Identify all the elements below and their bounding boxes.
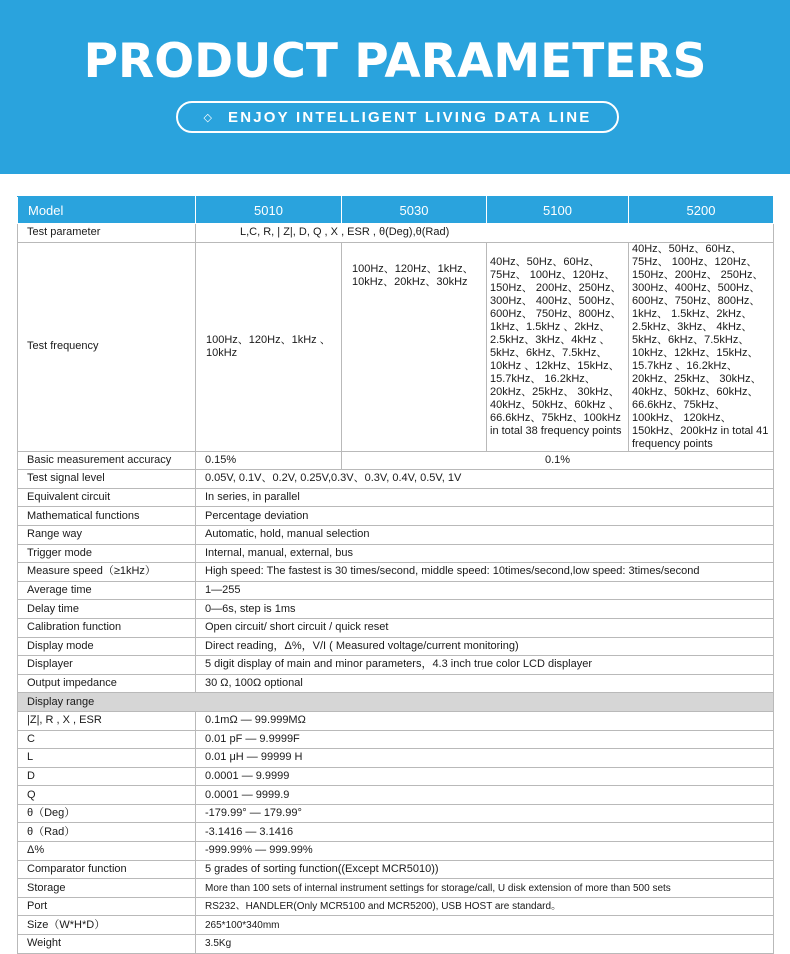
row-value: Percentage deviation (196, 507, 774, 526)
row-label: Δ% (18, 842, 196, 861)
row-value: Direct reading，Δ%，V/I ( Measured voltage/current monitoring) (196, 637, 774, 656)
header-5100: 5100 (487, 197, 629, 224)
freq-5010: 100Hz、120Hz、1kHz 、10kHz (196, 242, 342, 451)
table-row (18, 767, 774, 786)
section-row-display-range (18, 693, 774, 712)
row-label: Range way (18, 525, 196, 544)
table-row (18, 823, 774, 842)
header-model: Model (18, 197, 196, 224)
row-label: Test signal level (18, 470, 196, 489)
table-row (18, 637, 774, 656)
table-header-row (18, 197, 774, 224)
row-label: Comparator function (18, 860, 196, 879)
table-row (18, 674, 774, 693)
table-row (18, 730, 774, 749)
table-row (18, 488, 774, 507)
row-value: 0.0001 — 9999.9 (196, 786, 774, 805)
table-row-frequency (18, 242, 774, 451)
table-row (18, 711, 774, 730)
row-value: Automatic, hold, manual selection (196, 525, 774, 544)
row-value: 0—6s, step is 1ms (196, 600, 774, 619)
row-value: 1—255 (196, 581, 774, 600)
row-label: Test frequency (18, 242, 196, 451)
table-row (18, 451, 774, 470)
row-label: Port (18, 897, 196, 916)
subtitle-pill (176, 101, 619, 133)
table-row (18, 916, 774, 935)
row-value: 3.5Kg (196, 935, 774, 954)
page-title: PRODUCT PARAMETERS (83, 34, 707, 89)
row-label: Average time (18, 581, 196, 600)
row-label: Size（W*H*D） (18, 916, 196, 935)
row-label: C (18, 730, 196, 749)
row-label: Storage (18, 879, 196, 898)
row-label: Delay time (18, 600, 196, 619)
row-value: 0.01 μH — 99999 H (196, 749, 774, 768)
row-label: Trigger mode (18, 544, 196, 563)
row-value: -3.1416 — 3.1416 (196, 823, 774, 842)
table-row (18, 544, 774, 563)
row-value: High speed: The fastest is 30 times/second, middle speed: 10times/second,low speed: 3times/second (196, 563, 774, 582)
freq-5030: 100Hz、120Hz、1kHz、 10kHz、20kHz、30kHz (342, 242, 487, 451)
row-label: Equivalent circuit (18, 488, 196, 507)
row-value: -999.99% — 999.99% (196, 842, 774, 861)
table-row (18, 618, 774, 637)
table-row (18, 224, 774, 243)
header-5030: 5030 (342, 197, 487, 224)
row-value: 265*100*340mm (196, 916, 774, 935)
section-label: Display range (18, 693, 774, 712)
row-label: Display mode (18, 637, 196, 656)
row-value: More than 100 sets of internal instrument settings for storage/call, U disk extension of more than 500 sets (196, 879, 774, 898)
row-label: L (18, 749, 196, 768)
row-value: 0.01 pF — 9.9999F (196, 730, 774, 749)
table-row (18, 860, 774, 879)
table-row (18, 786, 774, 805)
row-value: 5 grades of sorting function((Except MCR5010)) (196, 860, 774, 879)
row-label: θ（Deg） (18, 804, 196, 823)
row-label: Mathematical functions (18, 507, 196, 526)
table-row (18, 470, 774, 489)
row-label: Calibration function (18, 618, 196, 637)
table-row (18, 879, 774, 898)
row-value: L,C, R, | Z|, D, Q , X , ESR , θ(Deg),θ(Rad) (196, 224, 774, 243)
header-5010: 5010 (196, 197, 342, 224)
row-label: Q (18, 786, 196, 805)
accuracy-others: 0.1% (342, 451, 774, 470)
table-row (18, 935, 774, 954)
row-value: 0.0001 — 9.9999 (196, 767, 774, 786)
table-row (18, 897, 774, 916)
diamond-icon: ◇ (203, 111, 213, 124)
table-row (18, 507, 774, 526)
row-value: 5 digit display of main and minor parameters，4.3 inch true color LCD displayer (196, 656, 774, 675)
table-row (18, 656, 774, 675)
row-label: Measure speed（≥1kHz） (18, 563, 196, 582)
row-label: Test parameter (18, 224, 196, 243)
accuracy-5010: 0.15% (196, 451, 342, 470)
table-row (18, 600, 774, 619)
row-value: Open circuit/ short circuit / quick reset (196, 618, 774, 637)
table-row (18, 804, 774, 823)
row-value: 0.1mΩ — 99.999MΩ (196, 711, 774, 730)
row-label: D (18, 767, 196, 786)
subtitle-text: ENJOY INTELLIGENT LIVING DATA LINE (228, 108, 592, 126)
row-label: |Z|, R , X , ESR (18, 711, 196, 730)
parameters-table (17, 196, 774, 954)
row-label: Weight (18, 935, 196, 954)
row-value: -179.99° — 179.99° (196, 804, 774, 823)
row-value: 30 Ω, 100Ω optional (196, 674, 774, 693)
row-label: Output impedance (18, 674, 196, 693)
header-5200: 5200 (629, 197, 774, 224)
row-value: Internal, manual, external, bus (196, 544, 774, 563)
row-value: In series, in parallel (196, 488, 774, 507)
table-row (18, 525, 774, 544)
table-row (18, 581, 774, 600)
table-row (18, 842, 774, 861)
header-banner (0, 0, 790, 174)
row-value: RS232、HANDLER(Only MCR5100 and MCR5200), USB HOST are standard。 (196, 897, 774, 916)
row-value: 0.05V, 0.1V、0.2V, 0.25V,0.3V、0.3V, 0.4V, 0.5V, 1V (196, 470, 774, 489)
table-row (18, 749, 774, 768)
freq-5100: 40Hz、50Hz、60Hz、75Hz、 100Hz、120Hz、150Hz、 200Hz、250Hz、300Hz、 400Hz、500Hz、600Hz、 750Hz、800Hz、1kHz、1.5kHz 、2kHz、2.5kHz、3kHz、4kHz 、5kHz、6kHz、7.5kHz、10kHz 、12kHz、15kHz、15.7kHz、 16.2kHz、20kHz、25kHz、 30kHz、40kHz、50kHz、60kHz 、66.6kHz、75kHz、100kHz in total 38 frequency points (487, 242, 629, 451)
freq-5200: 40Hz、50Hz、60Hz、75Hz、 100Hz、120Hz、150Hz、200Hz、 250Hz、300Hz、400Hz、500Hz、 600Hz、750Hz、800Hz、1kHz、 1.5kHz、2kHz、2.5kHz、3kHz、 4kHz、5kHz、6kHz、7.5kHz、 10kHz、12kHz、15kHz、15.7kHz 、16.2kHz、20kHz、25kHz、 30kHz、40kHz、50kHz、60kHz、 66.6kHz、75kHz、100kHz、 120kHz、150kHz、200kHz in total 41 frequency points (629, 242, 774, 451)
row-label: Displayer (18, 656, 196, 675)
row-label: Basic measurement accuracy (18, 451, 196, 470)
table-row (18, 563, 774, 582)
row-label: θ（Rad） (18, 823, 196, 842)
